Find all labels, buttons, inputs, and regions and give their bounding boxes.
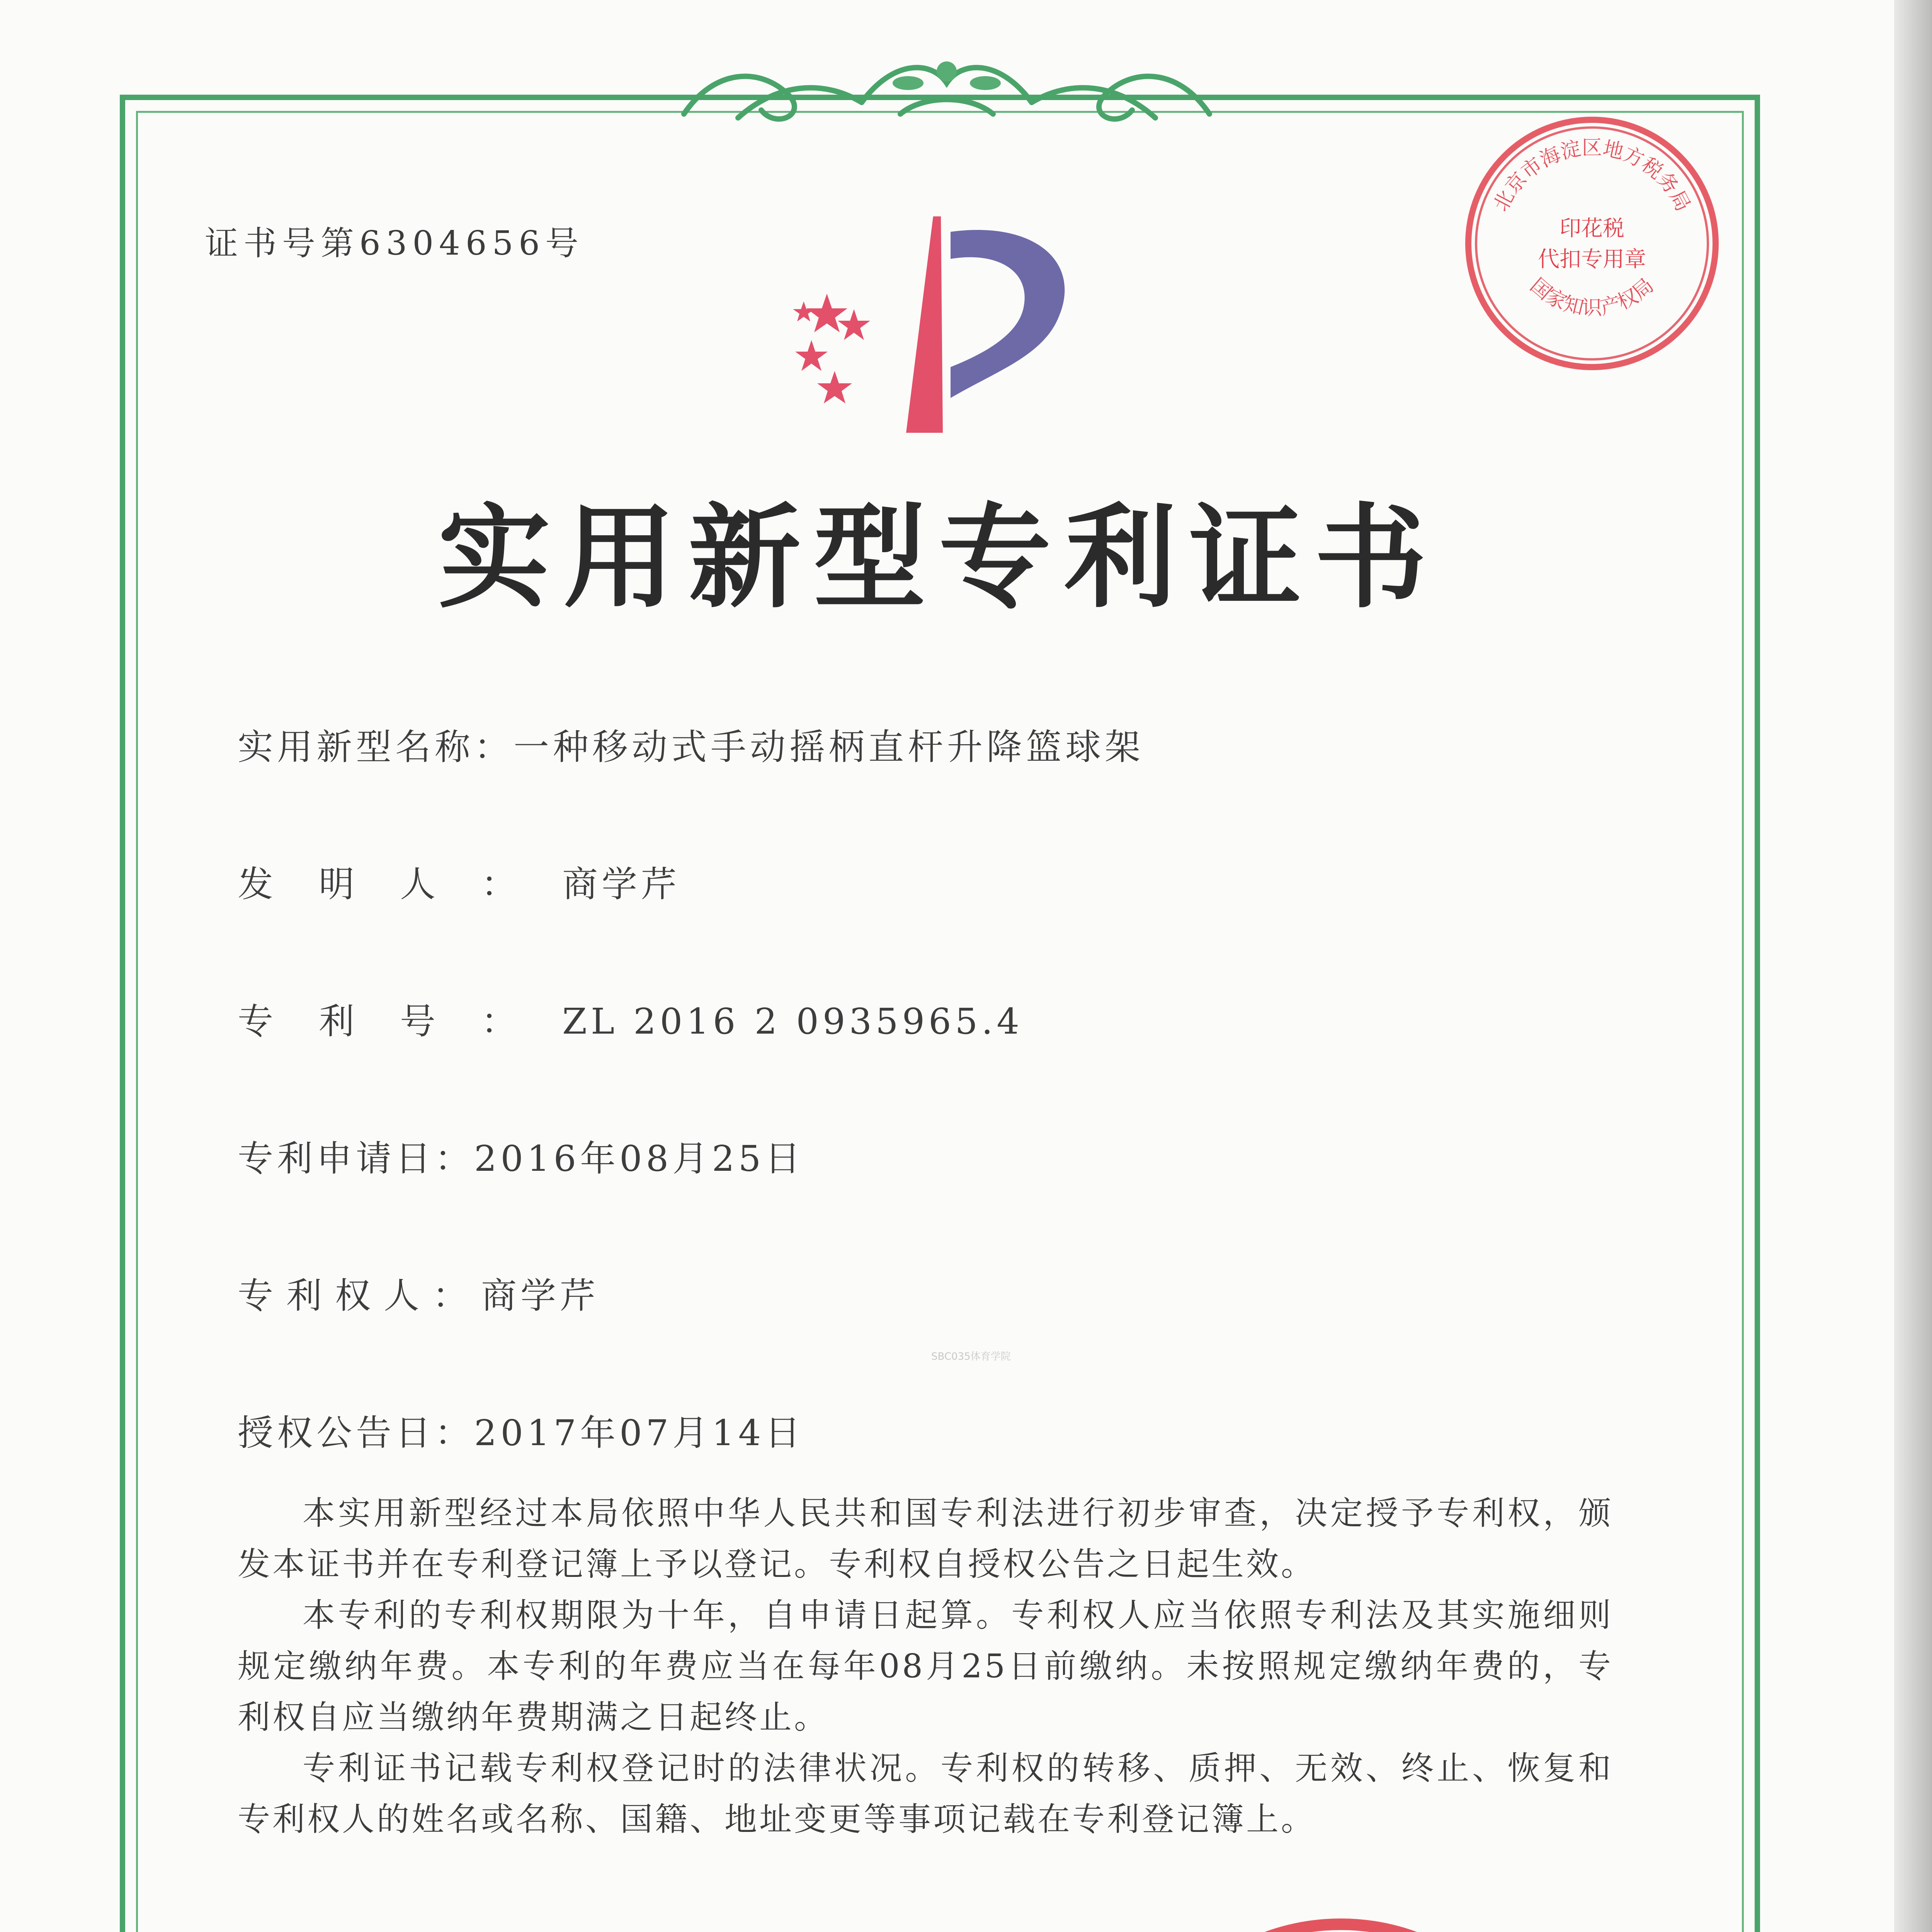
application-date-label: 专利申请日： (238, 1138, 474, 1179)
patent-office-emblem-icon (788, 216, 1097, 448)
seal-outer-text: 北京市海淀区地方税务局 (1489, 136, 1695, 215)
inventor-value: 商学芹 (562, 864, 681, 905)
statement-paragraph: 专利证书记载专利权登记时的法律状况。专利权的转移、质押、无效、终止、恢复和专利权人的姓名或名称、国籍、地址变更等事项记载在专利登记簿上。 (238, 1749, 1613, 1838)
announcement-date-label: 授权公告日： (238, 1412, 474, 1454)
utility-model-name-label: 实用新型名称： (238, 726, 514, 768)
statement-paragraph: 本实用新型经过本局依照中华人民共和国专利法进行初步审查，决定授予专利权，颁发本证书并在专利登记簿上予以登记。专利权自授权公告之日起生效。 (238, 1494, 1613, 1583)
patent-number-label: 专利号： (238, 1001, 563, 1042)
patent-number-field (238, 993, 1023, 1044)
announcement-date-value: 2017年07月14日 (474, 1412, 804, 1454)
application-date-value: 2016年08月25日 (474, 1138, 804, 1179)
svg-text:北京市海淀区地方税务局 (1489, 136, 1695, 215)
patentee-label: 专利权人： (238, 1275, 481, 1316)
certificate-title: 实用新型专利证书 (438, 493, 1440, 623)
statement-paragraph: 本专利的专利权期限为十年，自申请日起算。专利权人应当依照专利法及其实施细则规定缴纳年费。本专利的年费应当在每年08月25日前缴纳。未按照规定缴纳年费的，专利权自应当缴纳年费期满之日起终止。 (238, 1596, 1613, 1736)
seal-line-2: 代扣专用章 (1538, 247, 1646, 272)
certificate-statement (238, 1488, 1613, 1845)
scan-edge-right (1894, 0, 1932, 1932)
tax-stamp-seal (1457, 108, 1727, 379)
announcement-date-field (238, 1405, 804, 1456)
svg-text:国家知识产权局 (1526, 274, 1658, 320)
inventor-label: 发明人： (238, 864, 563, 905)
patentee-field (238, 1267, 599, 1318)
inventor-field (238, 856, 680, 907)
patentee-value: 商学芹 (481, 1275, 600, 1316)
seal-bottom-text: 国家知识产权局 (1526, 274, 1658, 320)
utility-model-name-field (238, 719, 1144, 770)
seal-line-1: 印花税 (1560, 216, 1624, 241)
top-ornament (661, 37, 1233, 137)
national-ip-office-seal (1113, 1913, 1569, 1932)
certificate-number: 证书号第6304656号 (205, 224, 584, 263)
application-date-field (238, 1130, 804, 1181)
patent-number-value: ZL 2016 2 0935965.4 (562, 1001, 1023, 1042)
utility-model-name-value: 一种移动式手动摇柄直杆升降篮球架 (514, 726, 1145, 768)
watermark-text: SBC035体育学院 (931, 1351, 1011, 1362)
